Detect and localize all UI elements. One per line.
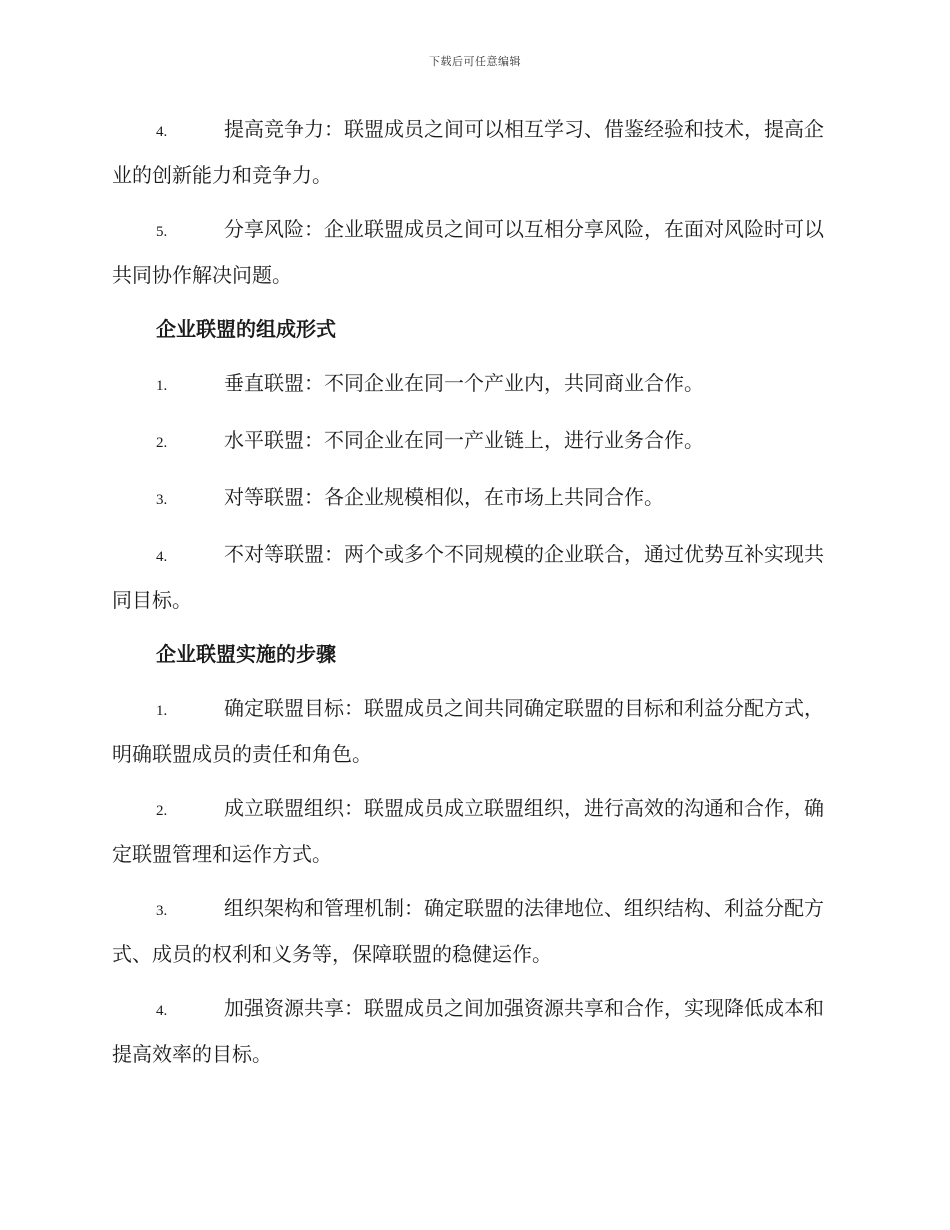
item-text: 组织架构和管理机制：确定联盟的法律地位、组织结构、利益分配方式、成员的权利和义务等，保障联盟的稳健运作。 (112, 896, 824, 966)
list-item (112, 987, 834, 1076)
list-item (112, 419, 834, 465)
list-item (112, 787, 834, 876)
item-text: 水平联盟：不同企业在同一产业链上，进行业务合作。 (224, 428, 704, 452)
item-text: 确定联盟目标：联盟成员之间共同确定联盟的目标和利益分配方式，明确联盟成员的责任和角色。 (112, 696, 824, 766)
section-heading: 企业联盟实施的步骤 (156, 642, 336, 666)
list-item (112, 687, 834, 776)
list-item (112, 533, 834, 622)
item-text: 分享风险：企业联盟成员之间可以互相分享风险，在面对风险时可以共同协作解决问题。 (112, 217, 824, 287)
section-heading: 企业联盟的组成形式 (156, 317, 336, 341)
item-text: 垂直联盟：不同企业在同一个产业内，共同商业合作。 (224, 371, 704, 395)
document-body (112, 108, 834, 1087)
item-text: 提高竞争力：联盟成员之间可以相互学习、借鉴经验和技术，提高企业的创新能力和竞争力。 (112, 117, 824, 187)
list-item (112, 108, 834, 197)
page-header: 下载后可任意编辑 (429, 55, 521, 68)
item-number: 1. (156, 378, 168, 394)
list-item (112, 887, 834, 976)
item-text: 成立联盟组织：联盟成员成立联盟组织，进行高效的沟通和合作，确定联盟管理和运作方式。 (112, 796, 824, 866)
item-number: 4. (156, 124, 168, 140)
item-number: 1. (156, 703, 168, 719)
item-number: 4. (156, 1003, 168, 1019)
item-number: 2. (156, 435, 168, 451)
item-number: 3. (156, 492, 168, 508)
item-number: 4. (156, 549, 168, 565)
item-text: 对等联盟：各企业规模相似，在市场上共同合作。 (224, 485, 664, 509)
list-item (112, 208, 834, 297)
item-number: 3. (156, 903, 168, 919)
item-text: 加强资源共享：联盟成员之间加强资源共享和合作，实现降低成本和提高效率的目标。 (112, 996, 824, 1066)
item-number: 2. (156, 803, 168, 819)
list-item (112, 476, 834, 522)
item-text: 不对等联盟：两个或多个不同规模的企业联合，通过优势互补实现共同目标。 (112, 542, 824, 612)
list-item (112, 362, 834, 408)
item-number: 5. (156, 224, 168, 240)
